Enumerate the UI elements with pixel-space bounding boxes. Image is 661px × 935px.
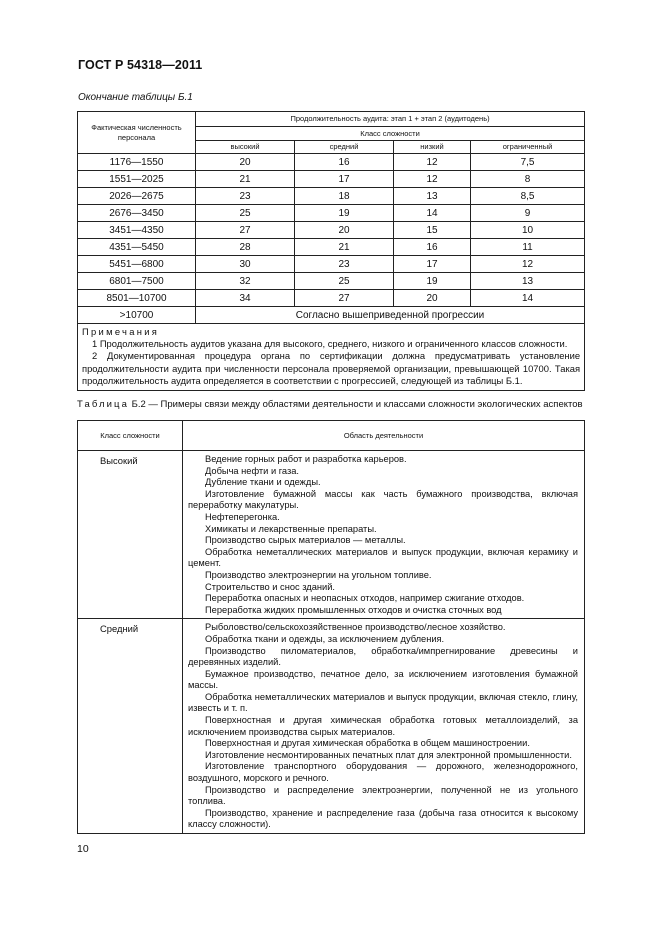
cell-high: 34	[196, 290, 295, 307]
cell-low: 16	[394, 239, 471, 256]
table-row	[78, 290, 585, 307]
note-note1: 1 Продолжительность аудитов указана для высокого, среднего, низкого и ограниченного классов сложности.	[92, 338, 568, 350]
table-row	[78, 273, 585, 290]
activity-item: Производство электроэнергии на угольном топливе.	[205, 569, 432, 580]
activity-item: Производство и распределение электроэнергии, полученной не из угольного топлива.	[188, 784, 578, 807]
col-activity-header: Область деятельности	[183, 421, 585, 451]
activity-item: Поверхностная и другая химическая обработка в общем машиностроении.	[205, 738, 530, 749]
activity-item: Обработка ткани и одежды, за исключением дубления.	[205, 633, 445, 644]
table-row	[78, 222, 585, 239]
activity-item: Изготовление бумажной массы как часть бумажного производства, включая переработку макулатуры.	[188, 488, 578, 511]
cell-low: 17	[394, 256, 471, 273]
table-row	[78, 256, 585, 273]
activity-item: Поверхностная и другая химическая обработка готовых металлоизделий, за исключением производства сырых материалов.	[188, 715, 578, 737]
activity-list	[183, 619, 585, 834]
note-note2: 2 Документированная процедура органа по сертификации должна предусматривать установление продолжительности аудита при численности персонала проверяемой организации, превышающей 10700. Такая продолжительность аудита определяется в соответствии с прогрессией, следующей из таблицы Б.1.	[82, 350, 581, 386]
cell-range: 6801—7500	[78, 273, 196, 290]
class-group-row	[78, 451, 585, 619]
cell-mid: 20	[295, 222, 394, 239]
cell-mid: 21	[295, 239, 394, 256]
table2-caption-text: Б.2 — Примеры связи между областями деятельности и классами сложности экологических аспектов	[131, 399, 583, 410]
cell-range: 2026—2675	[78, 188, 196, 205]
cell-low: 12	[394, 171, 471, 188]
col-class-header-2: Класс сложности	[78, 421, 183, 451]
table-row	[78, 239, 585, 256]
cell-low: 20	[394, 290, 471, 307]
cell-limited: 10	[471, 222, 585, 239]
table1-caption: Окончание таблицы Б.1	[78, 92, 193, 103]
standard-title: ГОСТ Р 54318—2011	[78, 58, 203, 72]
activity-item: Рыболовство/сельскохозяйственное производство/лесное хозяйство.	[205, 622, 506, 633]
cell-limited: 9	[471, 205, 585, 222]
table2-caption	[77, 399, 583, 410]
subcol-header: ограниченный	[471, 141, 585, 154]
table2-body	[78, 421, 585, 834]
cell-limited: 8,5	[471, 188, 585, 205]
subcol-header: высокий	[196, 141, 295, 154]
cell-high: 20	[196, 154, 295, 171]
activity-item: Переработка жидких промышленных отходов и очистка сточных вод	[205, 604, 502, 615]
cell-mid: 18	[295, 188, 394, 205]
cell-mid: 19	[295, 205, 394, 222]
cell-range: 2676—3450	[78, 205, 196, 222]
activity-item: Дубление ткани и одежды.	[205, 477, 321, 488]
cell-range: 1176—1550	[78, 154, 196, 171]
cell-mid: 27	[295, 290, 394, 307]
cell-high: 28	[196, 239, 295, 256]
cell-mid: 25	[295, 273, 394, 290]
cell-high: 30	[196, 256, 295, 273]
table2	[77, 420, 585, 834]
activity-item: Производство пиломатериалов, обработка/импрегнирование древесины и деревянных изделий.	[188, 645, 578, 668]
cell-limited: 12	[471, 256, 585, 273]
cell-range: 8501—10700	[78, 290, 196, 307]
cell-mid: 16	[295, 154, 394, 171]
cell-range: 4351—5450	[78, 239, 196, 256]
cell-low: 12	[394, 154, 471, 171]
activity-item: Изготовление несмонтированных печатных плат для электронной промышленности.	[205, 749, 572, 760]
table-row	[78, 307, 585, 324]
cell-low: 14	[394, 205, 471, 222]
activity-item: Изготовление транспортного оборудования — дорожного, железнодорожного, воздушного, морского и речного.	[188, 761, 578, 784]
table1-body	[78, 112, 585, 391]
col-personnel-header: Фактическая численность персонала	[78, 112, 196, 154]
table-row	[78, 188, 585, 205]
activity-item: Ведение горных работ и разработка карьеров.	[205, 454, 407, 464]
cell-limited: 8	[471, 171, 585, 188]
cell-range: 3451—4350	[78, 222, 196, 239]
cell-high: 21	[196, 171, 295, 188]
activity-item: Химикаты и лекарственные препараты.	[205, 523, 377, 534]
subcol-header: низкий	[394, 141, 471, 154]
complexity-class: Высокий	[78, 451, 183, 619]
table2-caption-label: Таблица	[77, 399, 129, 410]
activity-item: Производство, хранение и распределение газа (добыча газа относится к высокому классу сложности).	[188, 807, 578, 830]
class-group-row	[78, 619, 585, 834]
cell-limited: 13	[471, 273, 585, 290]
table-row	[78, 205, 585, 222]
activity-item: Переработка опасных и неопасных отходов, например сжигание отходов.	[205, 593, 525, 604]
cell-limited: 11	[471, 239, 585, 256]
col-duration-header: Продолжительность аудита: этап 1 + этап 2 (аудитодень)	[196, 112, 585, 127]
cell-high: 27	[196, 222, 295, 239]
activity-item: Обработка неметаллических материалов и выпуск продукции, включая керамику и цемент.	[188, 546, 578, 569]
activity-item: Добыча нефти и газа.	[205, 465, 300, 476]
cell-mid: 23	[295, 256, 394, 273]
activity-item: Бумажное производство, печатное дело, за исключением изготовления бумажной массы.	[188, 668, 578, 691]
cell-range: >10700	[78, 307, 196, 324]
page-number: 10	[77, 843, 89, 855]
cell-limited: 7,5	[471, 154, 585, 171]
notes-title: Примечания	[82, 326, 160, 337]
cell-range: 1551—2025	[78, 171, 196, 188]
cell-high: 25	[196, 205, 295, 222]
activity-item: Обработка неметаллических материалов и выпуск продукции, включая стекло, глину, известь и т. п.	[188, 691, 578, 714]
subcol-header: средний	[295, 141, 394, 154]
col-class-header: Класс сложности	[196, 127, 585, 141]
cell-high: 32	[196, 273, 295, 290]
activity-list	[183, 451, 585, 619]
notes-row	[78, 324, 585, 391]
activity-item: Нефтеперегонка.	[205, 511, 280, 522]
notes-cell	[78, 324, 585, 391]
table1	[77, 111, 585, 391]
activity-item: Строительство и снос зданий.	[205, 581, 336, 592]
cell-low: 13	[394, 188, 471, 205]
complexity-class: Средний	[78, 619, 183, 834]
cell-mid: 17	[295, 171, 394, 188]
cell-high: 23	[196, 188, 295, 205]
table-row	[78, 154, 585, 171]
activity-item: Производство сырых материалов — металлы.	[205, 535, 406, 546]
cell-low: 15	[394, 222, 471, 239]
table-row	[78, 171, 585, 188]
cell-progression: Согласно вышеприведенной прогрессии	[196, 307, 585, 324]
cell-low: 19	[394, 273, 471, 290]
cell-limited: 14	[471, 290, 585, 307]
cell-range: 5451—6800	[78, 256, 196, 273]
